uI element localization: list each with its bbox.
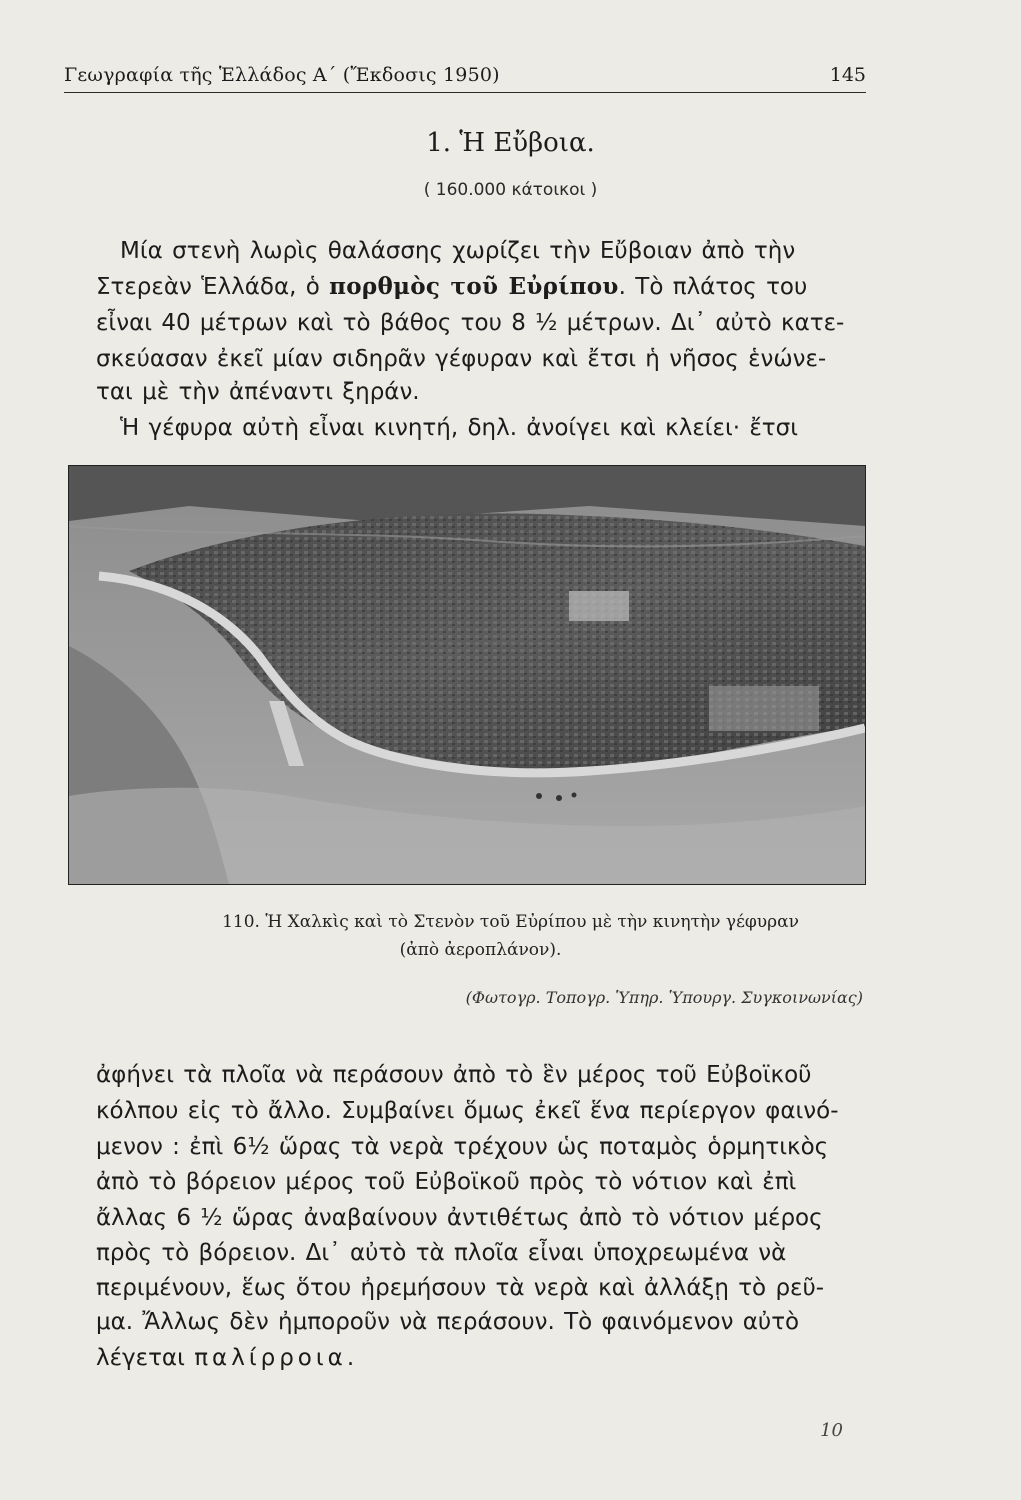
- body-line: πρὸς τὸ βόρειον. Δι᾽ αὐτὸ τὰ πλοῖα εἶναι ὑποχρεωμένα νὰ: [96, 1240, 787, 1266]
- page-number: 145: [829, 64, 866, 86]
- body-line: ἀφήνει τὰ πλοῖα νὰ περάσουν ἀπὸ τὸ ἓν μέρος τοῦ Εὐβοϊκοῦ: [96, 1062, 812, 1088]
- intro-line: Ἡ γέφυρα αὐτὴ εἶναι κινητή, δηλ. ἀνοίγει καὶ κλείει· ἔτσι: [120, 415, 799, 441]
- aerial-photo: [68, 465, 866, 885]
- body-line: μενον : ἐπὶ 6½ ὥρας τὰ νερὰ τρέχουν ὡς ποταμὸς ὁρμητικὸς: [96, 1134, 829, 1160]
- photo-credit: (Φωτογρ. Τοπογρ. Ὑπηρ. Ὑπουργ. Συγκοινωνίας): [465, 988, 863, 1007]
- body-line-pre: λέγεται: [96, 1345, 195, 1371]
- figure-caption-continued: (ἀπὸ ἀεροπλάνον).: [399, 940, 562, 960]
- population-note: ( 160.000 κάτοικοι ): [423, 180, 598, 200]
- body-line: [96, 1343, 354, 1373]
- signature-mark: 10: [820, 1420, 843, 1441]
- body-line: κόλπου εἰς τὸ ἄλλο. Συμβαίνει ὅμως ἐκεῖ ἕνα περίεργον φαινό-: [96, 1098, 839, 1124]
- intro-line-pre: Στερεὰν Ἑλλάδα, ὁ: [96, 274, 330, 300]
- intro-line: εἶναι 40 μέτρων καὶ τὸ βάθος του 8 ½ μέτρων. Δι᾽ αὐτὸ κατε-: [96, 310, 845, 336]
- strait-name: πορθμὸς τοῦ Εὐρίπου: [329, 273, 619, 300]
- intro-line: Μία στενὴ λωρὶς θαλάσσης χωρίζει τὴν Εὔβοιαν ἀπὸ τὴν: [120, 238, 796, 264]
- figure-caption: 110. Ἡ Χαλκὶς καὶ τὸ Στενὸν τοῦ Εὐρίπου μὲ τὴν κινητὴν γέφυραν: [222, 912, 799, 932]
- tide-term: παλίρροια: [194, 1345, 347, 1371]
- running-title: Γεωγραφία τῆς Ἑλλάδος Α΄ (Ἔκδοσις 1950): [64, 64, 500, 86]
- running-header: [64, 62, 866, 93]
- intro-line-post: . Τὸ πλάτος του: [618, 274, 808, 300]
- aerial-photo-image: [69, 466, 865, 884]
- body-line-post: .: [346, 1345, 355, 1371]
- intro-line: ται μὲ τὴν ἀπέναντι ξηράν.: [96, 379, 420, 405]
- body-line: μα. Ἄλλως δὲν ἠμποροῦν νὰ περάσουν. Τὸ φαινόμενον αὐτὸ: [96, 1309, 800, 1335]
- body-line: ἀπὸ τὸ βόρειον μέρος τοῦ Εὐβοϊκοῦ πρὸς τὸ νότιον καὶ ἐπὶ: [96, 1169, 797, 1195]
- body-line: ἄλλας 6 ½ ὥρας ἀναβαίνουν ἀντιθέτως ἀπὸ τὸ νότιον μέρος: [96, 1205, 823, 1231]
- section-title: 1. Ἡ Εὔβοια.: [426, 128, 595, 158]
- intro-line: σκεύασαν ἐκεῖ μίαν σιδηρᾶν γέφυραν καὶ ἔτσι ἡ νῆσος ἑνώνε-: [96, 346, 827, 372]
- body-line: περιμένουν, ἕως ὅτου ἠρεμήσουν τὰ νερὰ καὶ ἀλλάξῃ τὸ ρεῦ-: [96, 1275, 825, 1301]
- intro-line: [96, 272, 807, 302]
